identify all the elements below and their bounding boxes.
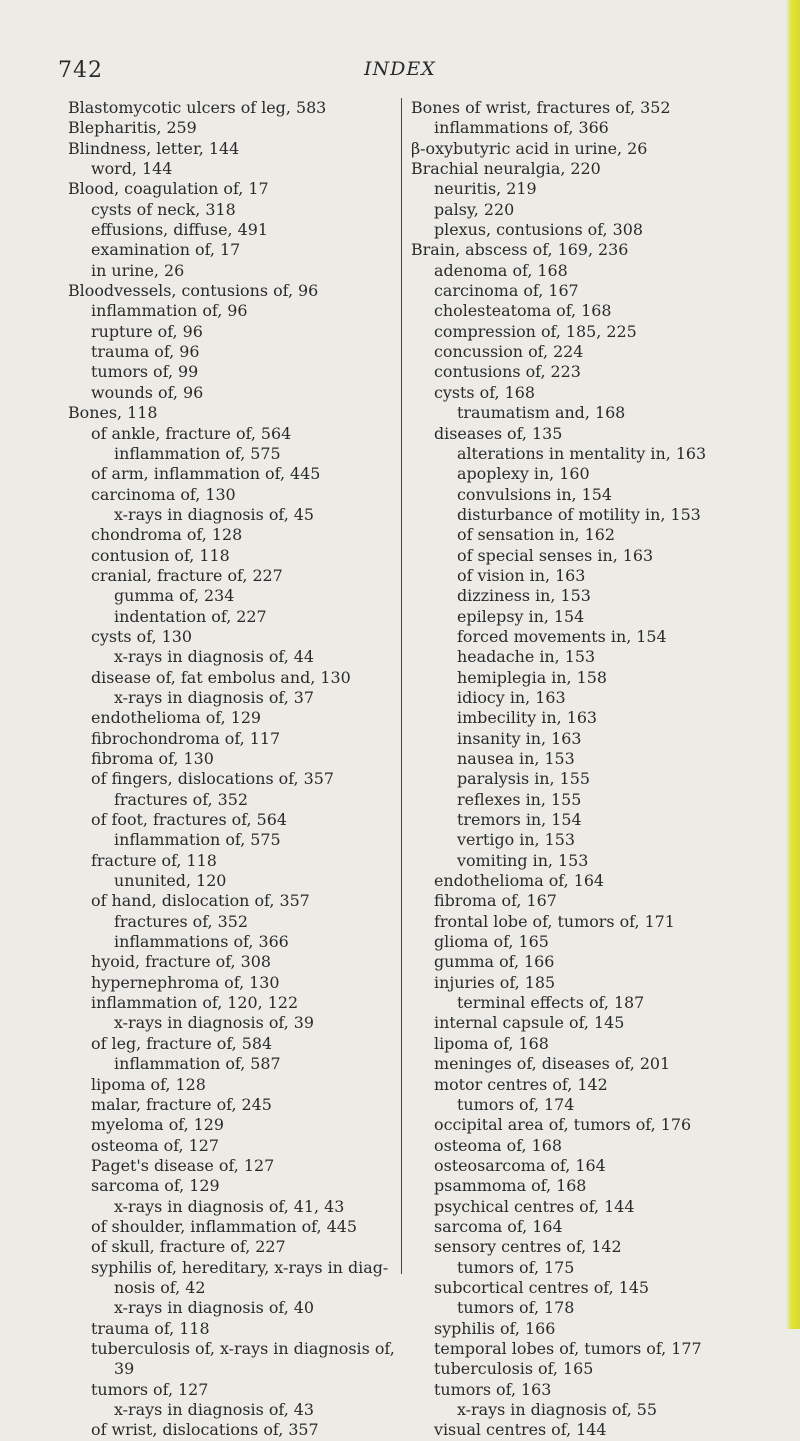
index-entry: internal capsule of, 145	[434, 1013, 625, 1033]
index-entry: β-oxybutyric acid in urine, 26	[411, 138, 648, 158]
index-entry: tumors of, 163	[434, 1379, 552, 1399]
index-entry: indentation of, 227	[114, 606, 267, 626]
index-entry: fracture of, 118	[91, 850, 217, 870]
index-entry: convulsions in, 154	[457, 484, 612, 504]
index-entry: motor centres of, 142	[434, 1074, 608, 1094]
index-entry: wounds of, 96	[91, 382, 204, 402]
index-entry: tuberculosis of, x-rays in diagnosis of,	[91, 1338, 395, 1358]
index-entry: subcortical centres of, 145	[434, 1277, 650, 1297]
index-entry: carcinoma of, 130	[91, 484, 236, 504]
index-entry: fibrochondroma of, 117	[91, 728, 281, 748]
index-entry: idiocy in, 163	[457, 687, 566, 707]
running-head: INDEX	[364, 58, 436, 80]
index-entry: Blood, coagulation of, 17	[68, 179, 269, 199]
index-entry: contusion of, 118	[91, 545, 230, 565]
index-entry: of sensation in, 162	[457, 525, 615, 545]
index-entry: x-rays in diagnosis of, 40	[114, 1298, 315, 1318]
index-entry: examination of, 17	[91, 240, 241, 260]
index-entry: fibroma of, 130	[91, 749, 214, 768]
index-entry: of ankle, fracture of, 564	[91, 423, 292, 443]
index-entry: of vision in, 163	[457, 565, 586, 585]
index-entry: Bones, 118	[68, 403, 158, 423]
index-entry: x-rays in diagnosis of, 55	[457, 1400, 658, 1419]
index-entry: osteoma of, 127	[91, 1135, 219, 1155]
index-entry: of skull, fracture of, 227	[91, 1237, 286, 1257]
index-entry: Brain, abscess of, 169, 236	[411, 240, 629, 260]
index-entry: disease of, fat embolus and, 130	[91, 667, 351, 687]
index-entry: syphilis of, hereditary, x-rays in diag-	[91, 1257, 389, 1277]
index-entry: x-rays in diagnosis of, 44	[114, 647, 315, 667]
index-entry: carcinoma of, 167	[434, 281, 579, 301]
page-edge	[786, 0, 800, 1329]
index-entry: glioma of, 165	[434, 932, 549, 952]
index-entry: trauma of, 118	[91, 1318, 210, 1338]
index-entry: 39	[114, 1359, 135, 1379]
index-entry: effusions, diffuse, 491	[91, 220, 268, 240]
index-entry: tremors in, 154	[457, 810, 582, 830]
index-entry: visual centres of, 144	[434, 1420, 607, 1440]
index-entry: of fingers, dislocations of, 357	[91, 769, 334, 789]
index-entry: of shoulder, inflammation of, 445	[91, 1216, 357, 1236]
index-entry: in urine, 26	[91, 260, 185, 280]
index-entry: tumors of, 174	[457, 1094, 575, 1114]
index-entry: Paget's disease of, 127	[91, 1155, 275, 1175]
index-entry: chondroma of, 128	[91, 525, 243, 545]
index-entry: palsy, 220	[434, 199, 515, 219]
index-entry: sarcoma of, 164	[434, 1216, 563, 1236]
index-entry: alterations in mentality in, 163	[457, 443, 707, 463]
index-entry: x-rays in diagnosis of, 43	[114, 1400, 315, 1419]
column-divider	[401, 98, 402, 1274]
index-entry: endothelioma of, 129	[91, 708, 262, 728]
index-entry: nosis of, 42	[114, 1277, 206, 1297]
index-entry: temporal lobes of, tumors of, 177	[434, 1338, 702, 1358]
index-entry: ununited, 120	[114, 871, 227, 891]
index-entry: x-rays in diagnosis of, 41, 43	[114, 1196, 345, 1216]
index-entry: word, 144	[91, 159, 173, 179]
index-entry: Brachial neuralgia, 220	[411, 159, 601, 179]
index-entry: Bones of wrist, fractures of, 352	[411, 98, 671, 117]
index-entry: fractures of, 352	[114, 789, 248, 809]
index-entry: reflexes in, 155	[457, 789, 582, 809]
index-entry: of special senses in, 163	[457, 545, 654, 565]
index-entry: Blepharitis, 259	[68, 118, 197, 138]
index-entry: frontal lobe of, tumors of, 171	[434, 911, 675, 931]
index-entry: epilepsy in, 154	[457, 606, 585, 626]
index-entry: cholesteatoma of, 168	[434, 301, 612, 321]
index-entry: forced movements in, 154	[457, 626, 667, 646]
index-entry: of hand, dislocation of, 357	[91, 891, 310, 911]
index-entry: inflammation of, 575	[114, 830, 281, 850]
index-entry: inflammation of, 587	[114, 1054, 281, 1074]
index-entry: Bloodvessels, contusions of, 96	[68, 281, 319, 301]
index-entry: tumors of, 175	[457, 1257, 575, 1277]
index-entry: hypernephroma of, 130	[91, 972, 280, 992]
page-header	[58, 58, 758, 86]
index-entry: nausea in, 153	[457, 749, 575, 768]
index-entry: compression of, 185, 225	[434, 321, 637, 341]
index-entry: vomiting in, 153	[457, 850, 589, 870]
index-entry: x-rays in diagnosis of, 39	[114, 1013, 315, 1033]
index-entry: neuritis, 219	[434, 179, 537, 199]
index-entry: paralysis in, 155	[457, 769, 590, 789]
index-entry: cranial, fracture of, 227	[91, 565, 283, 585]
index-entry: fibroma of, 167	[434, 891, 557, 911]
index-entry: tumors of, 127	[91, 1379, 209, 1399]
index-entry: endothelioma of, 164	[434, 871, 605, 891]
index-entry: tuberculosis of, 165	[434, 1359, 594, 1379]
index-entry: inflammation of, 575	[114, 443, 281, 463]
index-entry: dizziness in, 153	[457, 586, 591, 606]
index-entry: injuries of, 185	[434, 972, 556, 992]
index-entry: gumma of, 166	[434, 952, 555, 972]
index-entry: apoplexy in, 160	[457, 464, 590, 484]
index-entry: sarcoma of, 129	[91, 1176, 220, 1196]
index-entry: trauma of, 96	[91, 342, 200, 362]
index-entry: malar, fracture of, 245	[91, 1094, 272, 1114]
index-entry: disturbance of motility in, 153	[457, 504, 701, 524]
index-entry: myeloma of, 129	[91, 1115, 225, 1135]
index-entry: concussion of, 224	[434, 342, 584, 362]
index-entry: of leg, fracture of, 584	[91, 1033, 273, 1053]
index-entry: osteosarcoma of, 164	[434, 1155, 606, 1175]
index-entry: fractures of, 352	[114, 911, 248, 931]
index-entry: hemiplegia in, 158	[457, 667, 607, 687]
index-entry: psychical centres of, 144	[434, 1196, 635, 1216]
index-entry: rupture of, 96	[91, 321, 203, 341]
index-entry: inflammations of, 366	[434, 118, 609, 138]
index-entry: Blindness, letter, 144	[68, 138, 240, 158]
index-entry: vertigo in, 153	[457, 830, 575, 850]
index-entry: cysts of, 168	[434, 382, 535, 402]
index-entry: plexus, contusions of, 308	[434, 220, 643, 240]
index-entry: traumatism and, 168	[457, 403, 626, 423]
index-entry: inflammation of, 120, 122	[91, 993, 299, 1013]
index-entry: meninges of, diseases of, 201	[434, 1054, 671, 1074]
index-entry: osteoma of, 168	[434, 1135, 562, 1155]
index-entry: headache in, 153	[457, 647, 596, 667]
index-entry: of wrist, dislocations of, 357	[91, 1420, 319, 1440]
index-entry: imbecility in, 163	[457, 708, 598, 728]
index-entry: x-rays in diagnosis of, 45	[114, 504, 315, 524]
index-column-left	[68, 98, 396, 1441]
index-entry: of arm, inflammation of, 445	[91, 464, 321, 484]
index-entry: cysts of neck, 318	[91, 199, 236, 219]
index-entry: insanity in, 163	[457, 728, 582, 748]
index-entry: diseases of, 135	[434, 423, 563, 443]
page-number: 742	[58, 58, 103, 83]
index-entry: inflammations of, 366	[114, 932, 289, 952]
index-entry: x-rays in diagnosis of, 37	[114, 687, 315, 707]
index-entry: cysts of, 130	[91, 626, 192, 646]
index-entry: lipoma of, 168	[434, 1033, 549, 1053]
index-entry: occipital area of, tumors of, 176	[434, 1115, 692, 1135]
index-entry: sensory centres of, 142	[434, 1237, 622, 1257]
index-entry: contusions of, 223	[434, 362, 581, 382]
index-entry: tumors of, 178	[457, 1298, 575, 1318]
index-entry: Blastomycotic ulcers of leg, 583	[68, 98, 327, 117]
index-entry: hyoid, fracture of, 308	[91, 952, 271, 972]
index-entry: tumors of, 99	[91, 362, 199, 382]
index-entry: of foot, fractures of, 564	[91, 810, 287, 830]
index-entry: lipoma of, 128	[91, 1074, 206, 1094]
index-entry: adenoma of, 168	[434, 260, 568, 280]
index-entry: inflammation of, 96	[91, 301, 248, 321]
index-entry: gumma of, 234	[114, 586, 235, 606]
index-entry: psammoma of, 168	[434, 1176, 587, 1196]
index-column-right	[411, 98, 781, 1441]
index-entry: terminal effects of, 187	[457, 993, 645, 1013]
index-entry: syphilis of, 166	[434, 1318, 556, 1338]
